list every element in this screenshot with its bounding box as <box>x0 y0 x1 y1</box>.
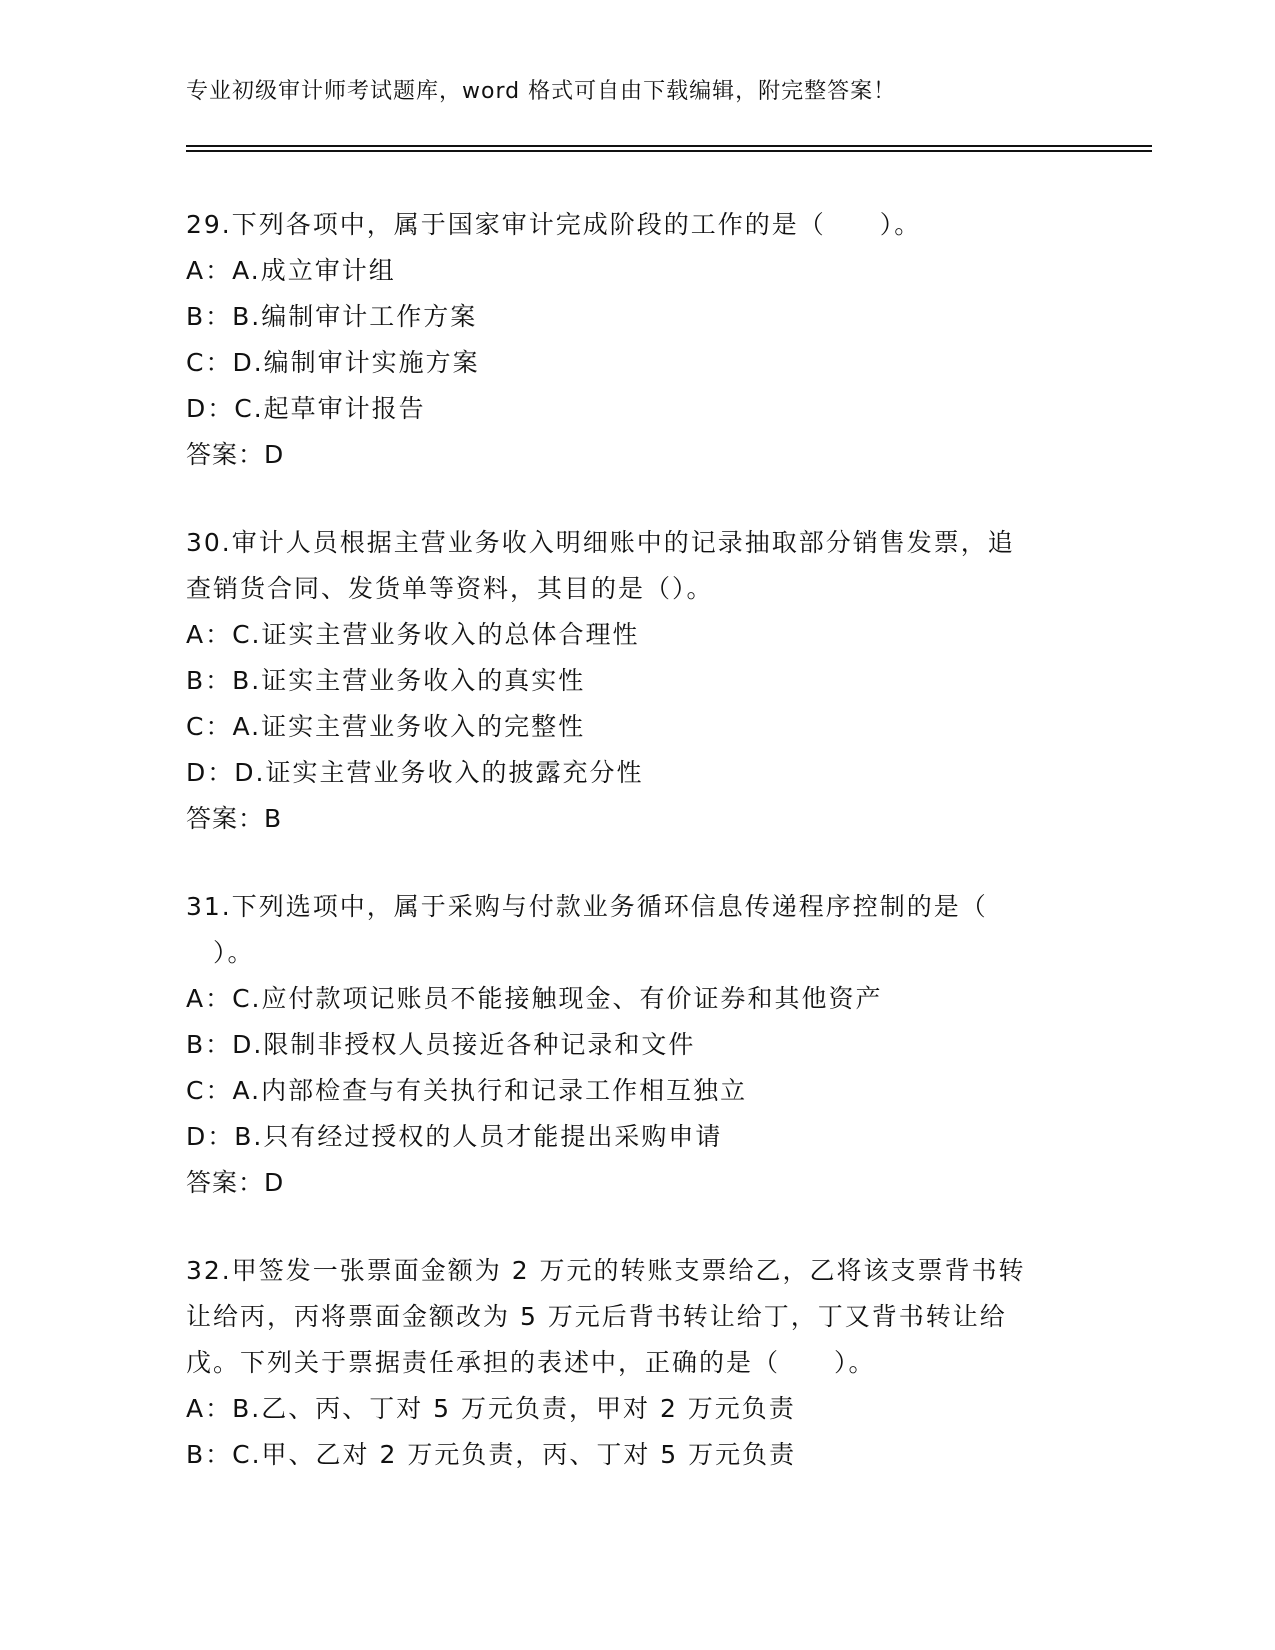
question-stem: 31.下列选项中，属于采购与付款业务循环信息传递程序控制的是（ <box>186 892 988 921</box>
option-b: B：D.限制非授权人员接近各种记录和文件 <box>186 1030 696 1059</box>
question-stem: 查销货合同、发货单等资料，其目的是（）。 <box>186 574 714 603</box>
question-stem: 29.下列各项中，属于国家审计完成阶段的工作的是（ ）。 <box>186 210 922 239</box>
option-b: B：C.甲、乙对 2 万元负责，丙、丁对 5 万元负责 <box>186 1440 797 1469</box>
answer: 答案：D <box>186 440 285 469</box>
header-rule-bottom <box>186 150 1152 152</box>
option-a: A：C.应付款项记账员不能接触现金、有价证券和其他资产 <box>186 984 883 1013</box>
question-30 <box>186 520 1086 842</box>
option-a: A：A.成立审计组 <box>186 256 396 285</box>
option-a: A：B.乙、丙、丁对 5 万元负责，甲对 2 万元负责 <box>186 1394 796 1423</box>
question-stem: 让给丙，丙将票面金额改为 5 万元后背书转让给丁，丁又背书转让给 <box>186 1302 1007 1331</box>
option-b: B：B.编制审计工作方案 <box>186 302 478 331</box>
question-31 <box>186 884 1086 1206</box>
answer: 答案：B <box>186 804 283 833</box>
question-stem: 32.甲签发一张票面金额为 2 万元的转账支票给乙，乙将该支票背书转 <box>186 1256 1026 1285</box>
page-header: 专业初级审计师考试题库，word 格式可自由下载编辑，附完整答案！ <box>186 79 897 104</box>
option-c: C：A.内部检查与有关执行和记录工作相互独立 <box>186 1076 748 1105</box>
question-29 <box>186 202 1086 478</box>
question-32 <box>186 1248 1086 1478</box>
option-c: C：D.编制审计实施方案 <box>186 348 480 377</box>
question-stem: ）。 <box>186 938 255 967</box>
option-d: D：B.只有经过授权的人员才能提出采购申请 <box>186 1122 723 1151</box>
question-list <box>186 202 1086 1520</box>
option-d: D：C.起草审计报告 <box>186 394 426 423</box>
header-rule-top <box>186 145 1152 147</box>
option-d: D：D.证实主营业务收入的披露充分性 <box>186 758 644 787</box>
option-a: A：C.证实主营业务收入的总体合理性 <box>186 620 640 649</box>
question-stem: 30.审计人员根据主营业务收入明细账中的记录抽取部分销售发票，追 <box>186 528 1015 557</box>
question-stem: 戊。下列关于票据责任承担的表述中，正确的是（ ）。 <box>186 1348 876 1377</box>
answer: 答案：D <box>186 1168 285 1197</box>
option-b: B：B.证实主营业务收入的真实性 <box>186 666 586 695</box>
option-c: C：A.证实主营业务收入的完整性 <box>186 712 586 741</box>
